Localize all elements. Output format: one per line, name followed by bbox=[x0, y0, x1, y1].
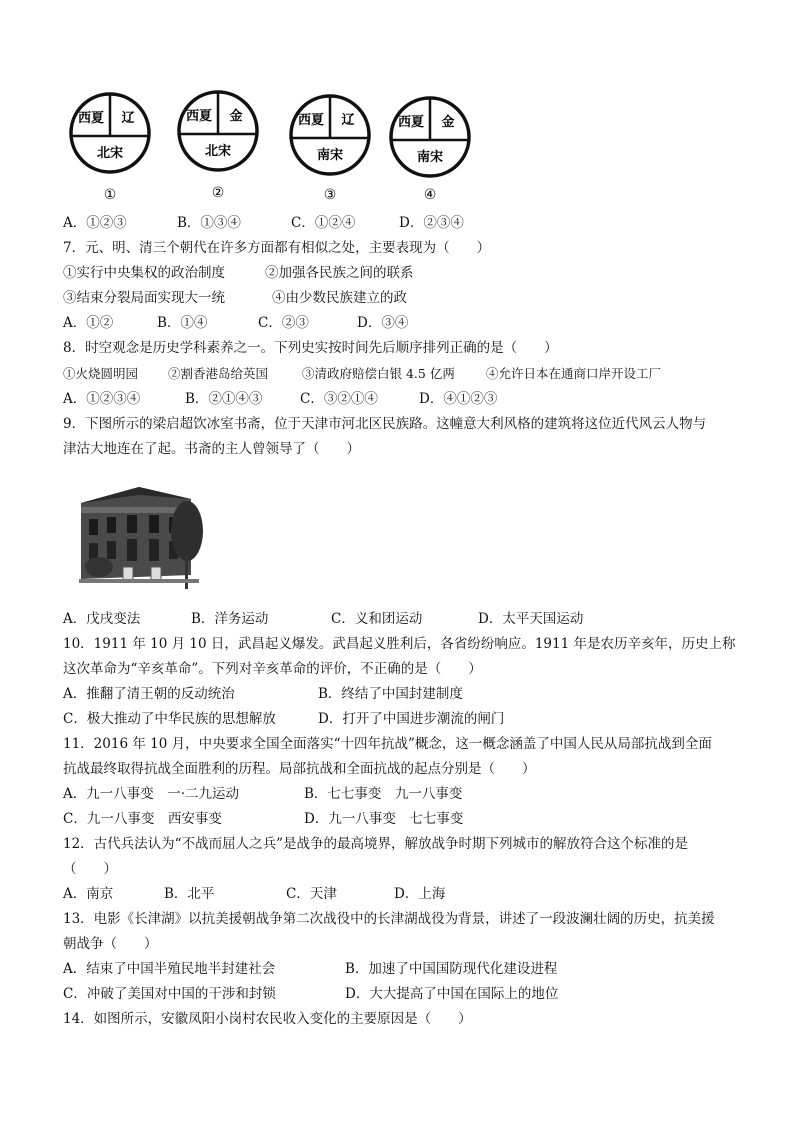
circle-1-right: 辽 bbox=[121, 111, 135, 126]
q10-option-b[interactable]: B．终结了中国封建制度 bbox=[318, 686, 463, 702]
circle-3-right: 辽 bbox=[341, 113, 355, 128]
circle-4-left: 西夏 bbox=[397, 115, 425, 130]
q9-stem-line1: 9．下图所示的梁启超饮冰室书斋，位于天津市河北区民族路。这幢意大利风格的建筑将这位近代风云人物与 bbox=[63, 416, 707, 432]
q6-option-d[interactable]: D．②③④ bbox=[399, 215, 464, 231]
q12-option-b[interactable]: B．北平 bbox=[164, 886, 215, 902]
q10-stem-line2: 这次革命为“辛亥革命”。下列对辛亥革命的评价，不正确的是（ ） bbox=[63, 661, 482, 677]
q7-item-3: ③结束分裂局面实现大一统 bbox=[63, 290, 225, 306]
circle-4-bottom: 南宋 bbox=[416, 150, 444, 165]
q11-stem-line2: 抗战最终取得抗战全面胜利的历程。局部抗战和全面抗战的起点分别是（ ） bbox=[63, 761, 536, 777]
circle-1 bbox=[71, 94, 149, 203]
library-building-photo bbox=[79, 475, 209, 590]
circle-1-number: ① bbox=[103, 187, 117, 203]
q6-option-a[interactable]: A．①②③ bbox=[63, 215, 127, 231]
q11-option-d[interactable]: D．九一八事变 七七事变 bbox=[304, 811, 464, 827]
circle-3-bottom: 南宋 bbox=[316, 148, 344, 163]
q11-option-a[interactable]: A．九一八事变 一·二九运动 bbox=[63, 786, 240, 802]
q10-option-a[interactable]: A．推翻了清王朝的反动统治 bbox=[63, 686, 235, 702]
q8-item-2: ②割香港岛给英国 bbox=[168, 366, 269, 381]
circle-3-left: 西夏 bbox=[297, 113, 325, 128]
q8-item-3: ③清政府赔偿白银 4.5 亿两 bbox=[302, 366, 455, 381]
dynasty-circles-figure bbox=[60, 88, 490, 208]
q7-item-1: ①实行中央集权的政治制度 bbox=[63, 265, 225, 281]
q10-option-c[interactable]: C．极大推动了中华民族的思想解放 bbox=[63, 711, 276, 727]
circle-2-left: 西夏 bbox=[185, 109, 213, 124]
q8-item-4: ④允许日本在通商口岸开设工厂 bbox=[486, 366, 662, 381]
q8-option-c[interactable]: C．③②①④ bbox=[300, 391, 378, 407]
q6-option-b[interactable]: B．①③④ bbox=[177, 215, 241, 231]
q8-option-d[interactable]: D．④①②③ bbox=[419, 391, 498, 407]
q9-option-d[interactable]: D．太平天国运动 bbox=[478, 611, 584, 627]
circle-2-right: 金 bbox=[229, 109, 243, 124]
q11-stem-line1: 11．2016 年 10 月，中央要求全国全面落实“十四年抗战”概念，这一概念涵盖了中国人民从局部抗战到全面 bbox=[63, 736, 712, 752]
q9-option-b[interactable]: B．洋务运动 bbox=[191, 611, 269, 627]
q13-option-a[interactable]: A．结束了中国半殖民地半封建社会 bbox=[63, 961, 276, 977]
q11-option-b[interactable]: B．七七事变 九一八事变 bbox=[304, 786, 463, 802]
circle-4-right: 金 bbox=[441, 115, 455, 130]
circle-1-left: 西夏 bbox=[77, 111, 105, 126]
q7-item-2: ②加强各民族之间的联系 bbox=[265, 265, 414, 281]
q7-item-4: ④由少数民族建立的政 bbox=[272, 290, 407, 306]
q8-item-1: ①火烧圆明园 bbox=[63, 366, 139, 381]
q7-option-a[interactable]: A．①② bbox=[63, 315, 114, 331]
q11-option-c[interactable]: C．九一八事变 西安事变 bbox=[63, 811, 222, 827]
q7-stem: 7．元、明、清三个朝代在许多方面都有相似之处，主要表现为（ ） bbox=[63, 240, 491, 256]
q13-option-d[interactable]: D．大大提高了中国在国际上的地位 bbox=[345, 986, 559, 1002]
q9-stem-line2: 津沽大地连在了起。书斋的主人曾领导了（ ） bbox=[63, 441, 360, 457]
q7-option-b[interactable]: B．①④ bbox=[157, 315, 208, 331]
circle-4 bbox=[391, 98, 469, 203]
q8-option-b[interactable]: B．②①④③ bbox=[185, 391, 263, 407]
q14-stem: 14．如图所示，安徽凤阳小岗村农民收入变化的主要原因是（ ） bbox=[63, 1011, 472, 1027]
circle-3 bbox=[291, 96, 369, 203]
q10-stem-line1: 10．1911 年 10 月 10 日，武昌起义爆发。武昌起义胜利后，各省纷纷响应。1911 年是农历辛亥年，历史上称 bbox=[63, 636, 736, 652]
q9-option-a[interactable]: A．戊戌变法 bbox=[63, 611, 141, 627]
q8-stem: 8．时空观念是历史学科素养之一。下列史实按时间先后顺序排列正确的是（ ） bbox=[63, 340, 558, 356]
q13-option-b[interactable]: B．加速了中国国防现代化建设进程 bbox=[345, 961, 558, 977]
circle-1-bottom: 北宋 bbox=[96, 146, 124, 161]
q13-stem-line2: 朝战争（ ） bbox=[63, 936, 158, 952]
q12-stem-line1: 12．古代兵法认为“不战而屈人之兵”是战争的最高境界，解放战争时期下列城市的解放符合这个标准的是 bbox=[63, 836, 688, 852]
q6-option-c[interactable]: C．①②④ bbox=[291, 215, 356, 231]
q12-option-d[interactable]: D．上海 bbox=[394, 886, 446, 902]
q12-option-c[interactable]: C．天津 bbox=[286, 886, 337, 902]
q12-stem-line2: （ ） bbox=[63, 861, 117, 877]
q12-option-a[interactable]: A．南京 bbox=[63, 886, 114, 902]
q7-option-d[interactable]: D．③④ bbox=[357, 315, 409, 331]
q13-option-c[interactable]: C．冲破了美国对中国的干涉和封锁 bbox=[63, 986, 276, 1002]
q10-option-d[interactable]: D．打开了中国进步潮流的闸门 bbox=[318, 711, 505, 727]
circle-3-number: ③ bbox=[323, 187, 337, 203]
q13-stem-line1: 13．电影《长津湖》以抗美援朝战争第二次战役中的长津湖战役为背景，讲述了一段波澜壮阔的历史，抗美援 bbox=[63, 911, 715, 927]
circle-2-bottom: 北宋 bbox=[204, 144, 232, 159]
circle-2-number: ② bbox=[211, 185, 225, 201]
q8-option-a[interactable]: A．①②③④ bbox=[63, 391, 141, 407]
circle-2 bbox=[179, 92, 257, 201]
circle-4-number: ④ bbox=[423, 187, 437, 203]
q9-option-c[interactable]: C．义和团运动 bbox=[331, 611, 423, 627]
q7-option-c[interactable]: C．②③ bbox=[258, 315, 309, 331]
